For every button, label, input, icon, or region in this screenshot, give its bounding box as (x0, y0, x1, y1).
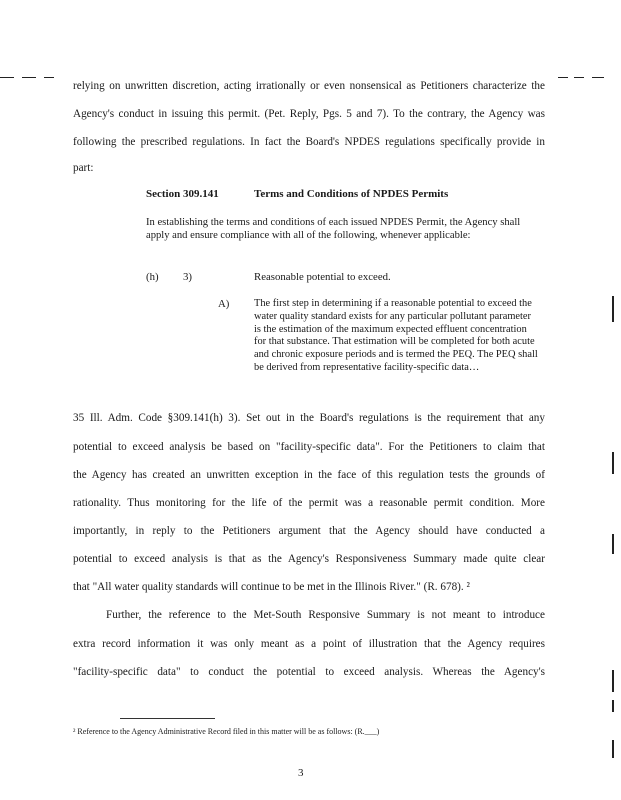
clause-number: 3) (183, 271, 192, 283)
body-line: Further, the reference to the Met-South Responsive Summary is not meant to introduce (106, 609, 545, 621)
scan-mark (612, 670, 614, 692)
quote-intro: In establishing the terms and conditions of each issued NPDES Permit, the Agency shall apply and ensure compliance with all of the following, whenever applicable: (146, 217, 521, 241)
scan-mark (612, 740, 614, 758)
section-heading (146, 188, 448, 200)
body-line: "facility-specific data" to conduct the potential to exceed analysis. Whereas the Agency's (73, 666, 545, 678)
scan-mark (592, 77, 604, 78)
scan-mark (612, 700, 614, 712)
scan-mark (0, 77, 14, 78)
scan-mark (22, 77, 36, 78)
body-line: following the prescribed regulations. In fact the Board's NPDES regulations specifically provide in (73, 136, 545, 148)
body-line: extra record information it was only meant as a point of illustration that the Agency requires (73, 638, 545, 650)
body-line: importantly, in reply to the Petitioners argument that the Agency should have conducted a (73, 525, 545, 537)
page-number: 3 (298, 767, 304, 779)
body-line: rationality. Thus monitoring for the life of the permit was a reasonable permit condition. More (73, 497, 545, 509)
section-title: Terms and Conditions of NPDES Permits (254, 188, 449, 200)
body-line: that "All water quality standards will continue to be met in the Illinois River." (R. 678). ² (73, 581, 470, 593)
clause-text: Reasonable potential to exceed. (254, 271, 391, 283)
scan-mark (612, 296, 614, 322)
section-number: Section 309.141 (146, 188, 219, 200)
body-line: 35 Ill. Adm. Code §309.141(h) 3). Set out in the Board's regulations is the requirement that any (73, 412, 545, 424)
scan-mark (612, 452, 614, 474)
footnote: ² Reference to the Agency Administrative Record filed in this matter will be as follows: (R.___) (73, 727, 380, 736)
body-line: relying on unwritten discretion, acting irrationally or even nonsensical as Petitioners characterize the (73, 80, 545, 92)
body-line: the Agency has created an unwritten exception in the face of this regulation tests the grounds of (73, 469, 545, 481)
scan-mark (612, 534, 614, 554)
clause-letter: (h) (146, 271, 159, 283)
scan-mark (44, 77, 54, 78)
footnote-rule (120, 718, 215, 719)
body-line: Agency's conduct in issuing this permit. (Pet. Reply, Pgs. 5 and 7). To the contrary, the Agency was (73, 108, 545, 120)
subclause-label: A) (218, 298, 230, 310)
scan-mark (558, 77, 568, 78)
scan-mark (574, 77, 584, 78)
body-line: potential to exceed analysis be based on "facility-specific data". For the Petitioners to claim that (73, 441, 545, 453)
body-line: part: (73, 162, 94, 174)
subclause-text: The first step in determining if a reasonable potential to exceed the water quality standard exists for any particular pollutant parameter is the estimation of the maximum expected effluent concentration for that substance. That estimation will be completed for both acute and chronic exposure periods and is termed the PEQ. The PEQ shall be derived from representative facility-specific data… (254, 298, 538, 373)
body-line: potential to exceed analysis is that as the Agency's Responsiveness Summary made quite clear (73, 553, 545, 565)
